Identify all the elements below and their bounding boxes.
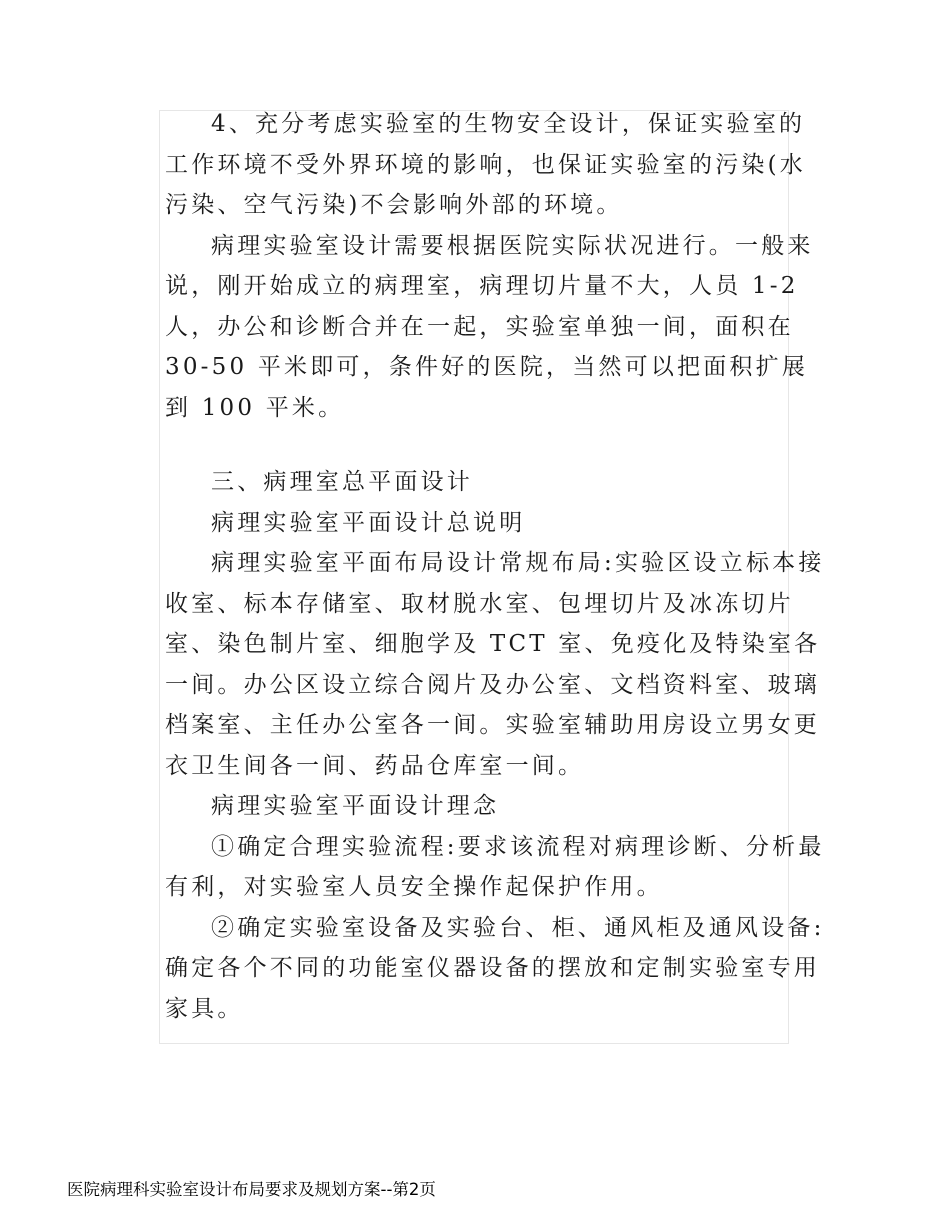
paragraph-layout: 病理实验室平面布局设计常规布局:实验区设立标本接收室、标本存储室、取材脱水室、包埋切片及冰冻切片室、染色制片室、细胞学及 TCT 室、免疫化及特染室各一间。办公区设立综合阅片及办公室、文档资料室、玻璃档案室、主任办公室各一间。实验室辅助用房设立男女更衣卫生间各一间、药品仓库室一间。 [165, 550, 825, 779]
list-item-equipment: ②确定实验室设备及实验台、柜、通风柜及通风设备:确定各个不同的功能室仪器设备的摆放和定制实验室专用家具。 [165, 914, 825, 1022]
section-heading: 三、病理室总平面设计 [211, 469, 473, 495]
subheading-overview: 病理实验室平面设计总说明 [211, 509, 526, 536]
spacer [165, 428, 825, 462]
document-body [165, 104, 825, 1029]
list-item-workflow: ①确定合理实验流程:要求该流程对病理诊断、分析最有利，对实验室人员安全操作起保护作用。 [165, 833, 825, 900]
paragraph-biosafety: 4、充分考虑实验室的生物安全设计，保证实验室的工作环境不受外界环境的影响，也保证实验室的污染(水污染、空气污染)不会影响外部的环境。 [165, 111, 806, 218]
page-footer: 医院病理科实验室设计布局要求及规划方案--第2页 [67, 1180, 436, 1199]
paragraph-lab-size: 病理实验室设计需要根据医院实际状况进行。一般来说，刚开始成立的病理室，病理切片量不大，人员 1-2 人，办公和诊断合并在一起，实验室单独一间，面积在 30-50 平米即可，条件好的医院，当然可以把面积扩展到 100 平米。 [165, 232, 814, 421]
subheading-concept: 病理实验室平面设计理念 [211, 793, 500, 819]
